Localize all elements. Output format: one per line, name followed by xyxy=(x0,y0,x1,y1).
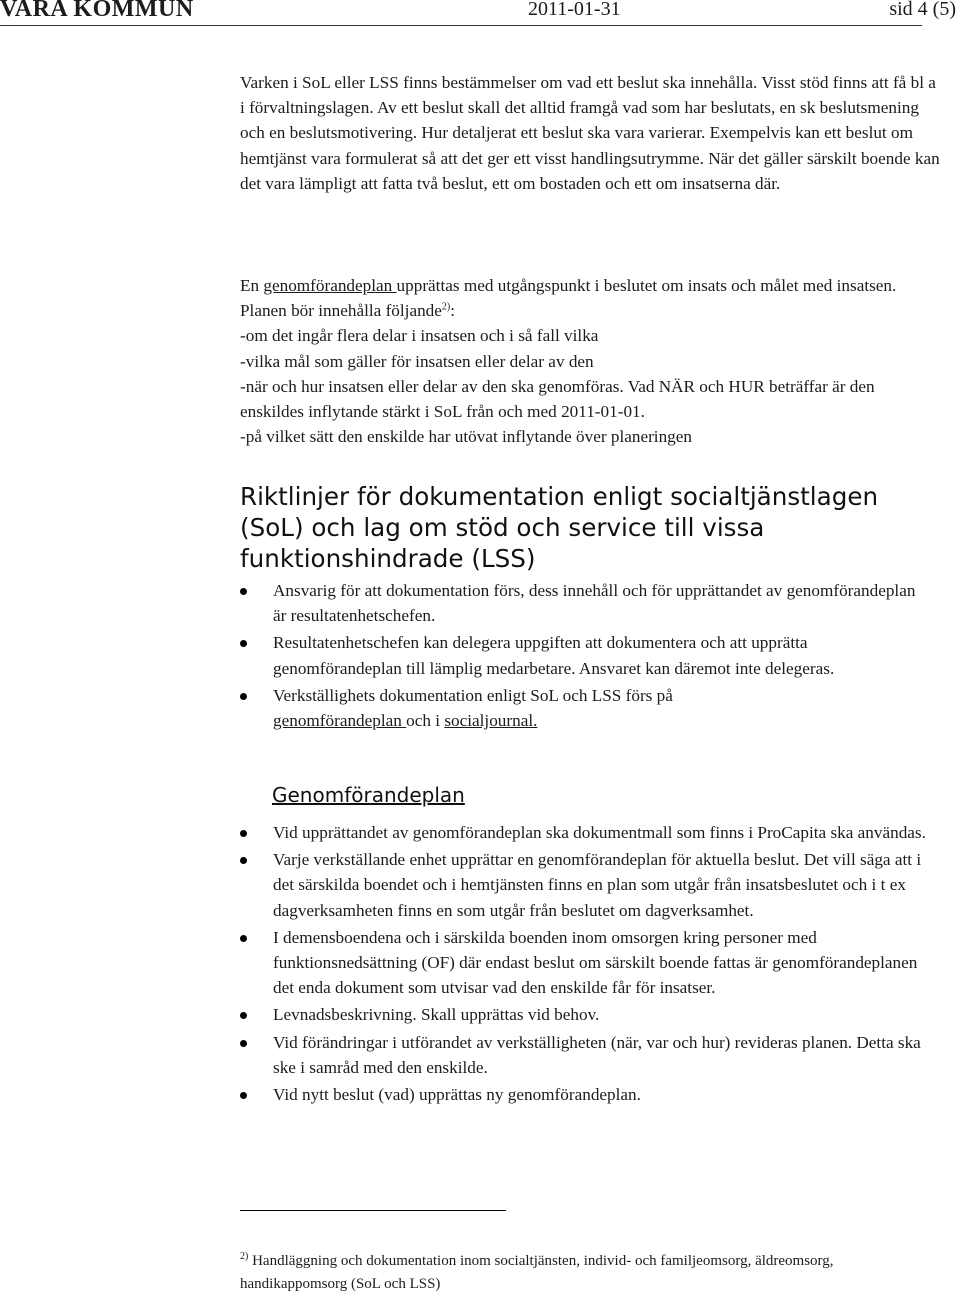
genomforandeplan-list xyxy=(240,820,930,1109)
bullet-icon xyxy=(240,1012,247,1019)
list-item xyxy=(240,925,930,1001)
bullet-icon xyxy=(240,588,247,595)
list-item-text: Verkställighets dokumentation enligt SoL och LSS förs på xyxy=(273,685,673,705)
page-number: sid 4 (5) xyxy=(889,0,956,20)
list-item-text: Vid förändringar i utförandet av verkställigheten (när, var och hur) revideras planen. Detta ska ske i samråd med den enskilde. xyxy=(273,1032,921,1077)
footnote-divider xyxy=(240,1210,506,1211)
list-item xyxy=(240,578,930,628)
para-text: En xyxy=(240,276,264,295)
list-item-text: Ansvarig för att dokumentation förs, dess innehåll och för upprättandet av genomförandeplan är resultatenhetschefen. xyxy=(273,581,916,626)
footnote-marker: 2) xyxy=(240,1251,249,1262)
footnote-text: Handläggning och dokumentation inom socialtjänsten, individ- och familjeomsorg, äldreomsorg, handikappomsorg (SoL och LSS) xyxy=(240,1253,834,1292)
list-item-text: Vid nytt beslut (vad) upprättas ny genomförandeplan. xyxy=(273,1085,641,1105)
intro-paragraph: Varken i SoL eller LSS finns bestämmelser om vad ett beslut ska innehålla. Visst stöd finns att få bl a i förvaltningslagen. Av ett beslut skall det alltid framgå vad som har beslutats, en sk beslutsmening och en beslutsmotivering. Hur detaljerat ett beslut ska vara varierar. Exempelvis kan ett beslut om hemtjänst vara formulerat så att det ger ett visst handlingsutrymme. När det gäller särskilt boende kan det vara lämpligt att fatta två beslut, ett om bostaden och ett om insatserna där. xyxy=(240,73,940,193)
list-item-text: Levnadsbeskrivning. Skall upprättas vid behov. xyxy=(273,1005,600,1025)
list-item-text: Varje verkställande enhet upprättar en genomförandeplan för aktuella beslut. Det vill säga att i det särskilda boendet och i hemtjänsten finns en plan som utgår från insatsbeslutet och i t ex dagverksamheten finns en som utgår från beslutet om dagverksamhet. xyxy=(273,850,922,920)
list-item xyxy=(240,630,930,680)
list-item-text: Vid upprättandet av genomförandeplan ska dokumentmall som finns i ProCapita ska användas. xyxy=(273,823,926,842)
list-item xyxy=(240,1082,930,1107)
plan-item: -om det ingår flera delar i insatsen och i så fall vilka xyxy=(240,326,599,346)
header-divider xyxy=(0,25,922,26)
bullet-icon xyxy=(240,1092,247,1099)
organization-name: VARA KOMMUN xyxy=(0,0,194,22)
list-item-text: Resultatenhetschefen kan delegera uppgiften att dokumentera och att upprätta genomförandeplan till lämplig medarbetare. Ansvaret kan däremot inte delegeras. xyxy=(273,633,835,678)
list-item xyxy=(240,847,930,923)
genomforandeplan-term: genomförandeplan xyxy=(263,276,397,295)
plan-item: -när och hur insatsen eller delar av den ska genomföras. Vad NÄR och HUR beträffar är den enskildes inflytande stärkt i SoL från och med 2011-01-01. xyxy=(240,376,875,422)
footnote xyxy=(240,1250,930,1296)
plan-item: -vilka mål som gäller för insatsen eller delar av den xyxy=(240,351,594,371)
bullet-icon xyxy=(240,1040,247,1047)
para-text: : xyxy=(450,301,456,321)
bullet-icon xyxy=(240,830,247,837)
list-item-text: I demensboendena och i särskilda boenden inom omsorgen kring personer med funktionsnedsättning (OF) där endast beslut om särskilt boende fattas är genomförandeplanen det enda dokument som utvisar vad den enskilde får för insatser. xyxy=(273,927,918,998)
bullet-icon xyxy=(240,693,247,700)
document-date: 2011-01-31 xyxy=(528,0,621,20)
page-header xyxy=(0,0,960,26)
list-item xyxy=(240,1030,930,1080)
list-item-text: och i xyxy=(406,711,445,731)
plan-item: -på vilket sätt den enskilde har utövat inflytande över planeringen xyxy=(240,427,692,447)
genomforandeplan-term: genomförandeplan xyxy=(273,711,407,731)
para-text: upprättas med utgångspunkt i beslutet om insats och målet med insatsen. Planen bör innehålla följande xyxy=(240,276,897,321)
section-heading-riktlinjer: Riktlinjer för dokumentation enligt socialtjänstlagen (SoL) och lag om stöd och service till vissa funktionshindrade (LSS) xyxy=(240,482,879,573)
section-heading-genomforandeplan: Genomförandeplan xyxy=(272,783,465,807)
socialjournal-term: socialjournal. xyxy=(444,711,538,731)
list-item xyxy=(240,1002,930,1027)
list-item xyxy=(240,683,930,733)
bullet-icon xyxy=(240,640,247,647)
bullet-icon xyxy=(240,857,247,864)
list-item xyxy=(240,820,930,845)
bullet-icon xyxy=(240,935,247,942)
riktlinjer-list xyxy=(240,578,930,735)
footnote-ref: 2) xyxy=(441,301,451,313)
genomforandeplan-paragraph xyxy=(240,273,940,449)
